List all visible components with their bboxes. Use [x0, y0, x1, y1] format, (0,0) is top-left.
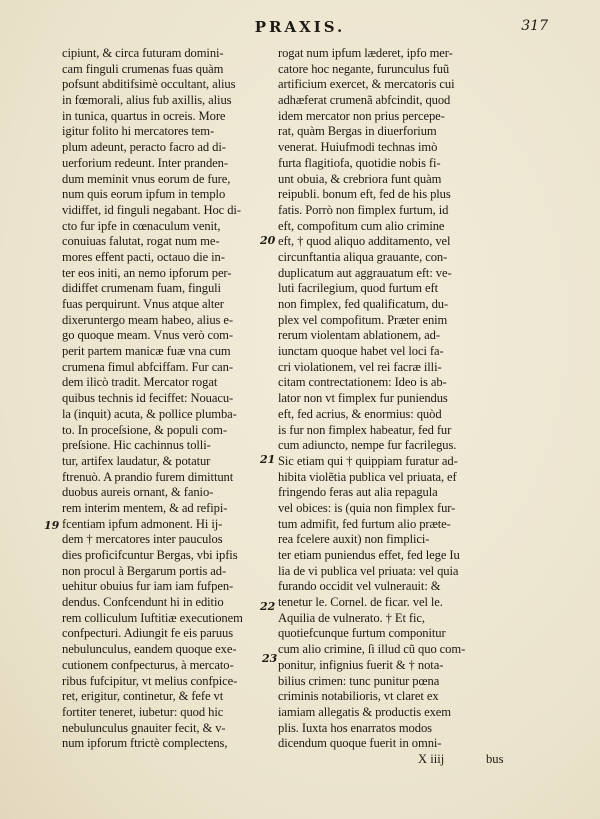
margin-number: 20: [260, 234, 276, 247]
text-line: non fimplex, fed qualificatum, du-: [278, 297, 449, 311]
page-number: 317: [521, 18, 548, 34]
text-line: rogat num ipfum læderet, ipfo mer-: [278, 46, 453, 60]
text-line: tenetur le. Cornel. de ficar. vel le.: [278, 595, 443, 610]
text-line: Aquilia de vulnerato. † Et fic,: [278, 610, 425, 625]
text-line: cum alio crimine, ſi illud cũ quo com-: [278, 642, 466, 657]
text-line: fringendo feras aut alia repagula: [278, 485, 438, 500]
text-line: didiffet crumenam fuam, finguli: [62, 281, 221, 296]
text-line: artificium exercet, & mercatoris cui: [278, 77, 455, 92]
text-line: fatis. Porrò non fimplex furtum, id: [278, 202, 449, 217]
margin-number: 23: [262, 652, 278, 665]
text-line: la (inquit) acuta, & pollice plumba-: [62, 406, 237, 421]
margin-number: 22: [260, 600, 276, 613]
text-line: duplicatum aut aggrauatum eft: ve-: [278, 265, 452, 280]
text-line: criminis notabilioris, vt claret ex: [278, 689, 439, 704]
text-line: num ipforum ftrictè complectens,: [62, 736, 228, 751]
text-line: perit partem manicæ fuæ vna cum: [62, 344, 231, 359]
text-line: cum adiuncto, nempe fur facrilegus.: [278, 438, 457, 453]
text-line: cipiunt, & circa futuram domini-: [62, 46, 224, 60]
text-line: plis. Iuxta hos enarratos modos: [278, 720, 432, 735]
text-line: unt obuia, & crebriora funt quàm: [278, 171, 442, 186]
text-line: rerum violentam ablationem, ad-: [278, 328, 440, 343]
text-line: eft, compofitum cum alio crimine: [278, 218, 445, 233]
text-line: circunftantia aliqua grauante, con-: [278, 249, 448, 264]
text-line: rea fcelere auxit) non fimplici-: [278, 532, 430, 547]
text-line: ret, erigitur, continetur, & fefe vt: [62, 689, 224, 704]
text-line: cto fur ipfe in cœnaculum venit,: [62, 218, 221, 233]
text-line: crumena fimul abfciffam. Fur can-: [62, 359, 233, 374]
text-line: idem mercator non prius percepe-: [278, 108, 445, 123]
text-line: rat, quàm Bergas in diuerforium: [278, 124, 437, 139]
text-line: adhæferat crumenã abfcindit, quod: [278, 93, 451, 108]
text-line: fcentiam ipfum admonent. Hi ij-: [62, 516, 223, 531]
text-line: go quoque meam. Vnus verò com-: [62, 328, 233, 343]
text-line: dum meminit vnus eorum de fure,: [62, 171, 231, 186]
text-line: ponitur, infignius fuerit & † nota-: [278, 657, 444, 672]
text-line: nebulunculus, eandem quoque exe-: [62, 642, 237, 657]
text-line: furta flagitiofa, quotidie nobis fi-: [278, 155, 441, 170]
text-line: hibita violẽtia publica vel priuata, ef: [278, 469, 457, 484]
text-line: fuas perquirunt. Vnus atque alter: [62, 297, 224, 311]
text-line: dendus. Confcendunt hi in editio: [62, 595, 224, 610]
text-line: ter etiam puniendus effet, fed lege Iu: [278, 548, 460, 562]
text-line: dies proficifcuntur Bergas, vbi ipfis: [62, 548, 238, 562]
text-line: reipubli. bonum eft, fed de his plus: [278, 187, 451, 202]
text-line: iunctam quoque habet vel loci fa-: [278, 344, 444, 359]
text-line: venerat. Huiufmodi technas imò: [278, 140, 438, 155]
text-line: ribus fufcipitur, vt melius confpice-: [62, 673, 238, 688]
text-line: cam finguli crumenas fuas quàm: [62, 61, 224, 76]
text-line: rem colliculum Iuftitiæ executionem: [62, 610, 243, 625]
text-line: lator non vt fimplex fur puniendus: [278, 391, 448, 406]
text-line: quibus technis id feciffet: Nouacu-: [62, 391, 234, 406]
text-line: preſsione. Hic cachinnus tolli-: [62, 438, 211, 453]
running-header: [0, 18, 600, 40]
catchword: bus: [486, 752, 504, 766]
text-line: plum adeunt, peracto facro ad di-: [62, 140, 226, 155]
text-line: cri violationem, vel rei facræ illi-: [278, 359, 442, 374]
text-line: Sic etiam qui † quippiam furatur ad-: [278, 453, 458, 468]
text-line: quotiefcunque furtum componitur: [278, 626, 446, 641]
signature-mark: X iiij: [418, 752, 445, 766]
text-line: citam contrectationem: Ideo is ab-: [278, 375, 447, 390]
text-line: pofsunt abditifsimè occultant, alius: [62, 77, 236, 92]
text-line: iamiam allegatis & productis exem: [278, 704, 451, 719]
text-line: luti facrilegium, quod furtum eft: [278, 281, 439, 296]
text-line: uehitur obuius fur iam iam fufpen-: [62, 579, 234, 594]
text-line: catore hoc negante, furunculus fuũ: [278, 61, 450, 76]
text-line: vel obices: is (quia non fimplex fur-: [278, 500, 456, 515]
text-line: rem interim mentem, & ad refipi-: [62, 500, 228, 515]
left-text-column: [62, 46, 269, 752]
text-line: plex vel compofitum. Præter enim: [278, 312, 448, 327]
margin-number: 19: [44, 519, 60, 532]
text-line: fortiter teneret, iubetur: quod hic: [62, 704, 224, 719]
text-line: furando occidit vel vulnerauit: &: [278, 579, 441, 594]
text-line: in fœmorali, alius fub axillis, alius: [62, 93, 232, 108]
text-line: dem † mercatores inter pauculos: [62, 532, 223, 547]
text-line: lia de vi publica vel priuata: vel quia: [278, 563, 459, 578]
text-line: eft, † quod aliquo additamento, vel: [278, 234, 451, 249]
text-line: dem ilicò tradit. Mercator rogat: [62, 375, 218, 390]
text-line: dixeruntergo meam habeo, alius e-: [62, 312, 233, 327]
text-line: dicendum quoque fuerit in omni-: [278, 736, 442, 751]
page-title: PRAXIS.: [254, 18, 346, 36]
text-line: bilius crimen: tunc punitur pœna: [278, 673, 440, 688]
text-line: ftrenuò. A prandio furem dimittunt: [62, 469, 234, 484]
margin-number: 21: [260, 453, 276, 466]
text-line: duobus aureis ornant, & fanio-: [62, 485, 214, 500]
text-line: mores effent pacti, octauo die in-: [62, 249, 225, 264]
text-line: eft, fed acrius, & enormius: quòd: [278, 406, 442, 421]
text-line: vidiffet, id finguli negabant. Hoc di-: [62, 202, 241, 217]
text-line: cutionem confpecturus, à mercato-: [62, 657, 234, 672]
text-line: igitur folito hi mercatores tem-: [62, 124, 215, 139]
text-line: conuiuas falutat, rogat num me-: [62, 234, 220, 249]
text-line: in tunica, quartus in ocreis. More: [62, 108, 226, 123]
right-text-column: [278, 46, 510, 752]
text-line: nebulunculus gnauiter fecit, & v-: [62, 720, 226, 735]
text-line: is fur non fimplex habeatur, fed fur: [278, 422, 452, 437]
text-line: ter eos initi, an nemo ipforum per-: [62, 265, 232, 280]
text-line: uerforium redeunt. Inter pranden-: [62, 155, 228, 170]
text-line: to. In proceſsione, & populi com-: [62, 422, 227, 437]
text-line: num quis eorum ipfum in templo: [62, 187, 226, 202]
text-line: confpecturi. Adiungit fe eis paruus: [62, 626, 234, 641]
text-line: tum admifit, fed furtum alio præte-: [278, 516, 451, 531]
text-line: tur, artifex laudatur, & potatur: [62, 453, 211, 468]
text-line: non procul à Bergarum portis ad-: [62, 563, 227, 578]
